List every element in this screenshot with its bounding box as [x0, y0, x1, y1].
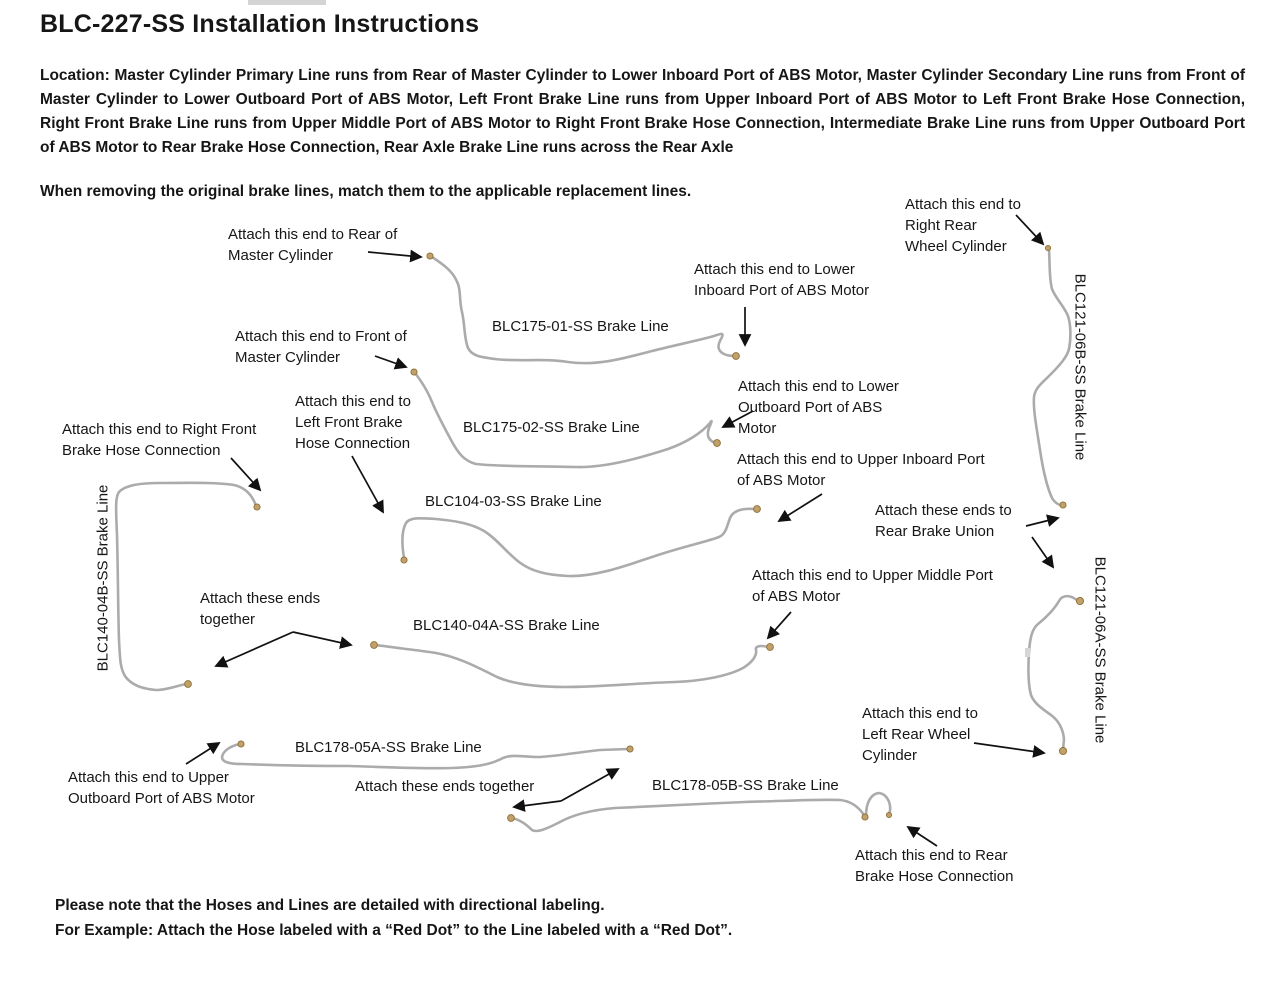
fitting	[238, 741, 244, 747]
fitting	[1076, 597, 1083, 604]
brake-line-blc140-04a	[376, 645, 768, 687]
fitting	[185, 681, 192, 688]
arrow-left-front-hose	[352, 456, 383, 512]
fitting	[508, 815, 515, 822]
callout-lower-outboard-port: Attach this end to Lower Outboard Port of ABS Motor	[738, 378, 899, 437]
callout-front-master-cylinder: Attach this end to Front of Master Cylinder	[235, 328, 407, 366]
brake-line-blc104-03	[402, 509, 755, 576]
fitting	[886, 812, 891, 817]
fitting	[862, 814, 868, 820]
brake-line-blc178-05b	[512, 800, 864, 831]
fitting	[371, 642, 378, 649]
label-blc178-05b: BLC178-05B-SS Brake Line	[652, 777, 839, 794]
brake-line-blc175-01	[432, 257, 735, 363]
brake-line-blc121-06b	[1034, 250, 1071, 505]
arrow-ends-together-lower-left	[514, 801, 561, 807]
label-blc121-06a: BLC121-06A-SS Brake Line	[1091, 556, 1109, 744]
callout-left-rear-wheel-cylinder: Attach this end to Left Rear Wheel Cylinder	[862, 705, 978, 764]
fitting	[1045, 245, 1050, 250]
fitting	[714, 440, 721, 447]
callout-upper-outboard-port: Attach this end to Upper Outboard Port of ABS Motor	[68, 769, 255, 807]
line-clip	[1025, 648, 1030, 657]
arrow-upper-middle-port	[768, 612, 791, 638]
label-blc175-01: BLC175-01-SS Brake Line	[492, 318, 669, 335]
fitting	[1059, 747, 1066, 754]
arrow-upper-outboard-port	[186, 743, 219, 764]
arrow-left-rear-wheel-cylinder	[974, 743, 1044, 753]
arrow-upper-inboard-port	[779, 494, 822, 521]
fitting	[411, 369, 417, 375]
footer-notes	[55, 893, 732, 943]
callout-rear-hose-connection: Attach this end to Rear Brake Hose Connection	[855, 847, 1014, 885]
label-blc140-04b: BLC140-04B-SS Brake Line	[94, 484, 112, 672]
callout-right-rear-wheel-cylinder: Attach this end to Right Rear Wheel Cylinder	[905, 196, 1021, 255]
fitting	[627, 746, 633, 752]
label-blc178-05a: BLC178-05A-SS Brake Line	[295, 739, 482, 756]
location-paragraph: Location: Master Cylinder Primary Line runs from Rear of Master Cylinder to Lower Inboard Port of ABS Motor, Master Cylinder Secondary Line runs from Front of Master Cylinder to Lower Outboard Port of ABS Motor, Left Front Brake Line runs from Upper Inboard Port of ABS Motor to Left Front Brake Hose Connection, Right Front Brake Line runs from Upper Middle Port of ABS Motor to Right Front Brake Hose Connection, Intermediate Brake Line runs from Upper Outboard Port of ABS Motor to Rear Brake Hose Connection, Rear Axle Brake Line runs across the Rear Axle	[40, 67, 1245, 156]
callout-upper-middle-port: Attach this end to Upper Middle Port of ABS Motor	[752, 567, 993, 605]
fitting	[401, 557, 407, 563]
fitting	[754, 506, 761, 513]
label-blc175-02: BLC175-02-SS Brake Line	[463, 419, 640, 436]
callout-left-front-hose: Attach this end to Left Front Brake Hose Connection	[295, 393, 411, 452]
arrow-rear-hose-connection	[908, 827, 937, 846]
callout-upper-inboard-port: Attach this end to Upper Inboard Port of ABS Motor	[737, 451, 985, 489]
page-title: BLC-227-SS Installation Instructions	[40, 10, 480, 38]
fitting	[1060, 502, 1066, 508]
callout-rear-master-cylinder: Attach this end to Rear of Master Cylinder	[228, 226, 398, 264]
callout-lower-inboard-port: Attach this end to Lower Inboard Port of ABS Motor	[694, 261, 870, 299]
callout-ends-together-upper: Attach these ends together	[200, 590, 321, 628]
footer-note-2: For Example: Attach the Hose labeled with a “Red Dot” to the Line labeled with a “Red Dot”.	[55, 922, 733, 939]
arrow-ends-together-upper-right	[293, 632, 351, 645]
fitting	[767, 644, 774, 651]
arrow-rear-brake-union-lower	[1032, 537, 1053, 567]
callout-right-front-hose: Attach this end to Right Front Brake Hose Connection	[62, 421, 257, 459]
label-blc104-03: BLC104-03-SS Brake Line	[425, 493, 602, 510]
callout-rear-brake-union: Attach these ends to Rear Brake Union	[875, 502, 1012, 540]
fitting	[733, 353, 740, 360]
brake-line-blc140-04b	[116, 483, 256, 690]
label-blc140-04a: BLC140-04A-SS Brake Line	[413, 617, 600, 634]
footer-note-1: Please note that the Hoses and Lines are detailed with directional labeling.	[55, 897, 605, 914]
brake-line-blc121-06a	[1028, 596, 1078, 750]
arrow-ends-together-upper-left	[216, 632, 293, 666]
brake-line-blc178-05b-loop	[866, 793, 890, 816]
removal-note: When removing the original brake lines, match them to the applicable replacement lines.	[40, 183, 692, 200]
callout-ends-together-lower: Attach these ends together	[355, 778, 535, 795]
fitting	[254, 504, 260, 510]
fitting	[427, 253, 433, 259]
label-blc121-06b: BLC121-06B-SS Brake Line	[1071, 273, 1089, 461]
